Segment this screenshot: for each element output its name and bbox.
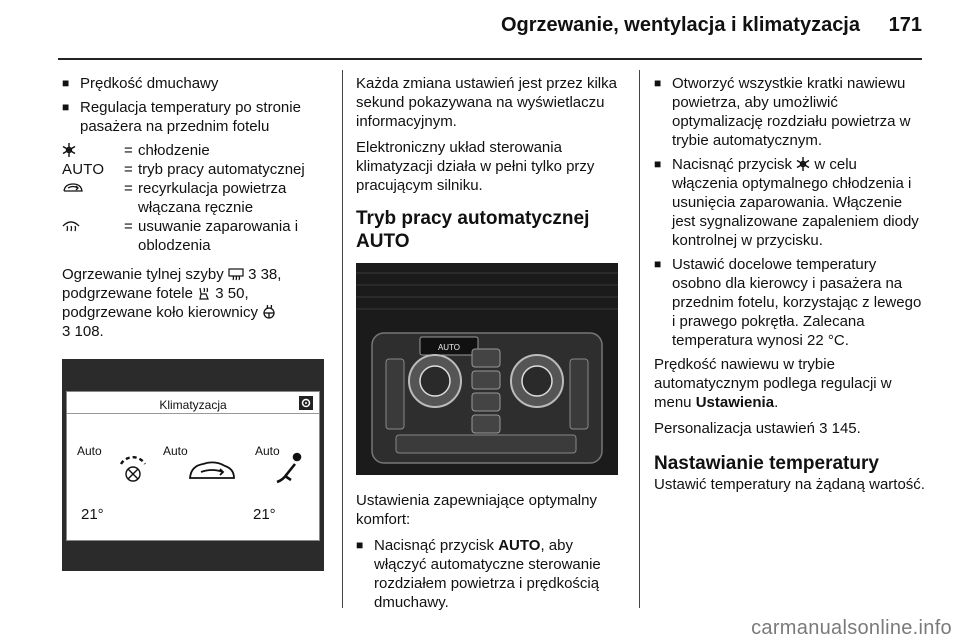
paragraph xyxy=(654,419,926,438)
equals-sign: = xyxy=(124,218,133,235)
header-rule xyxy=(58,58,922,60)
bullet-item: ■ Regulacja temperatury po stronie pasażera na przednim fotelu xyxy=(62,98,330,136)
definition-text: usuwanie zaparowania i oblodzenia xyxy=(138,218,299,254)
column-divider xyxy=(342,70,343,608)
paragraph xyxy=(654,355,926,412)
watermark: carmanualsonline.info xyxy=(751,617,952,639)
text: podgrzewane koło kierownicy xyxy=(62,304,258,321)
column-1 xyxy=(62,74,330,571)
page-number: 171 xyxy=(888,14,922,36)
text: Personalizacja ustawień xyxy=(654,420,815,437)
climate-display-figure xyxy=(62,359,324,571)
bullet-item xyxy=(356,536,624,612)
bold-text: Ustawienia xyxy=(695,394,775,411)
reference-arrow: 3 xyxy=(819,420,828,437)
snowflake-icon xyxy=(62,141,124,160)
definition-row xyxy=(62,179,330,217)
paragraph: Każda zmiana ustawień jest przez kilka sekund pokazywana na wyświetlaczu informacyjnym. xyxy=(356,75,617,130)
text: Nacisnąć przycisk xyxy=(374,537,495,554)
reference-arrow: 3 xyxy=(62,323,71,340)
paragraph-heated-items xyxy=(62,265,330,341)
defrost-icon xyxy=(62,217,124,255)
paragraph: Elektroniczny układ sterowania klimatyzacji działa w pełni tylko przy pracującym silniku. xyxy=(356,139,595,194)
display-auto-label: Auto xyxy=(77,444,102,458)
equals-sign: = xyxy=(124,161,133,178)
definition-row xyxy=(62,141,330,160)
display-title-bar xyxy=(67,413,319,414)
display-temp-right: 21° xyxy=(253,506,276,523)
page-header xyxy=(0,14,922,44)
definition-row xyxy=(62,217,330,255)
definition-row xyxy=(62,160,330,179)
definition-text: recyrkulacja powietrza włączana ręcznie xyxy=(138,180,287,216)
page-reference[interactable]: 50, xyxy=(227,285,249,302)
column-3 xyxy=(654,74,926,501)
display-title: Klimatyzacja xyxy=(159,398,227,412)
page-reference[interactable]: 108. xyxy=(74,323,104,340)
display-auto-label: Auto xyxy=(163,444,188,458)
equals-sign: = xyxy=(124,142,133,159)
definition-text: tryb pracy automatycznej xyxy=(138,161,305,178)
steering-wheel-heat-icon xyxy=(262,305,276,319)
text: , aby włączyć automatyczne sterowanie rozdziałem powietrza i prędkością dmuchawy. xyxy=(374,537,601,611)
section-heading: Nastawianie temperatury xyxy=(654,453,879,474)
paragraph: Ustawienia zapewniające optymalny komfort: xyxy=(356,492,597,528)
control-panel-photo xyxy=(356,263,618,475)
seat-airflow-icon xyxy=(273,452,303,486)
page-title: Ogrzewanie, wentylacja i klimatyzacja xyxy=(500,14,860,36)
panel-auto-label: AUTO xyxy=(437,343,461,352)
fan-icon xyxy=(113,450,153,484)
bullet-item: ■ Ustawić docelowe temperatury osobno dla kierowcy i pasażera na przednim fotelu, korzystając z lewego i prawego pokrętła. Zalecana temperatura wynosi 22 °C. xyxy=(654,255,926,350)
page-reference[interactable]: 38, xyxy=(260,266,282,283)
display-auto-label: Auto xyxy=(255,444,280,458)
car-airflow-icon xyxy=(187,456,237,484)
text: . xyxy=(774,394,779,411)
settings-gear-icon xyxy=(299,396,313,410)
bold-text: AUTO xyxy=(498,537,541,554)
bullet-item xyxy=(654,155,926,250)
text: Nacisnąć przycisk xyxy=(672,156,793,173)
text: Prędkość nawiewu w trybie automatycznym podlega regulacji w menu xyxy=(654,356,892,411)
equals-sign: = xyxy=(124,180,133,197)
text: podgrzewane fotele xyxy=(62,285,193,302)
definition-text: chłodzenie xyxy=(138,142,210,159)
page-reference[interactable]: 145. xyxy=(831,420,861,437)
recirculation-icon xyxy=(62,179,124,217)
symbol-definitions xyxy=(62,141,330,255)
paragraph: Ustawić temperatury na żądaną wartość. xyxy=(654,476,925,493)
column-divider xyxy=(639,70,640,608)
text: Ogrzewanie tylnej szyby xyxy=(62,266,224,283)
reference-arrow: 3 xyxy=(215,285,224,302)
rear-window-heat-icon xyxy=(228,267,244,281)
control-panel-illustration xyxy=(356,263,618,475)
snowflake-icon xyxy=(796,157,810,171)
bullet-item: ■ Otworzyć wszystkie kratki nawiewu powietrza, aby umożliwić optymalizację rozdziału powietrza w trybie automatycznym. xyxy=(654,74,926,150)
auto-symbol: AUTO xyxy=(62,161,105,178)
display-screen xyxy=(66,391,320,541)
seat-heat-icon xyxy=(197,286,211,300)
display-temp-left: 21° xyxy=(81,506,104,523)
reference-arrow: 3 xyxy=(248,266,257,283)
section-heading: Tryb pracy automatycznej AUTO xyxy=(356,208,590,252)
column-2 xyxy=(356,74,624,617)
bullet-item: ■ Prędkość dmuchawy xyxy=(62,74,330,93)
text: w celu włączenia optymalnego chłodzenia i usunięcia zaparowania. Włączenie jest sygnalizowane zapaleniem diody kontrolnej w przycisku. xyxy=(672,156,919,249)
